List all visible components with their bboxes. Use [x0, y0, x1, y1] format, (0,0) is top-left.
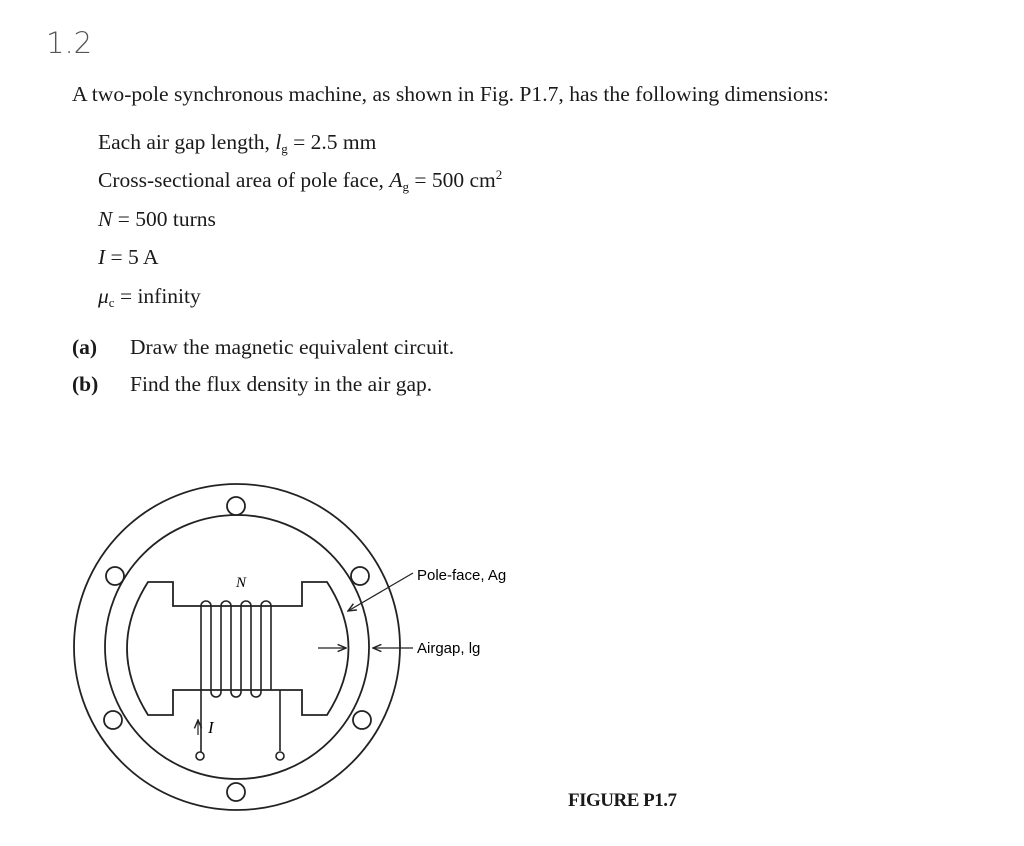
- part-label: (a): [72, 335, 98, 359]
- problem-number: 1.2: [46, 26, 93, 60]
- symbol: I: [98, 245, 106, 269]
- part-label: (b): [72, 372, 99, 396]
- rotor: [127, 582, 349, 715]
- part-text: Find the flux density in the air gap.: [130, 372, 433, 396]
- turns-label: N: [236, 575, 247, 591]
- subscript: c: [108, 295, 115, 310]
- given-value: = 5 A: [105, 245, 159, 269]
- subscript: g: [281, 141, 288, 156]
- symbol: μ: [98, 284, 109, 308]
- given-label: Each air gap length,: [98, 130, 276, 154]
- subscript: g: [402, 179, 409, 194]
- given-value: = 500 turns: [112, 207, 216, 231]
- pole-face-label: Pole-face, Ag: [417, 567, 507, 584]
- symbol: N: [98, 207, 113, 231]
- problem-intro: A two-pole synchronous machine, as shown in Fig. P1.7, has the following dimensions:: [72, 82, 829, 106]
- superscript: 2: [495, 167, 503, 182]
- airgap-label: Airgap, lg: [417, 640, 481, 657]
- symbol: l: [275, 130, 282, 154]
- figure-caption: FIGURE P1.7: [568, 790, 677, 811]
- part-text: Draw the magnetic equivalent circuit.: [130, 335, 455, 359]
- given-value: = infinity: [114, 284, 201, 308]
- given-value: = 500 cm: [408, 168, 496, 192]
- symbol: A: [389, 168, 403, 192]
- current-label: I: [208, 718, 214, 737]
- given-value: = 2.5 mm: [287, 130, 377, 154]
- given-label: Cross-sectional area of pole face,: [98, 168, 390, 192]
